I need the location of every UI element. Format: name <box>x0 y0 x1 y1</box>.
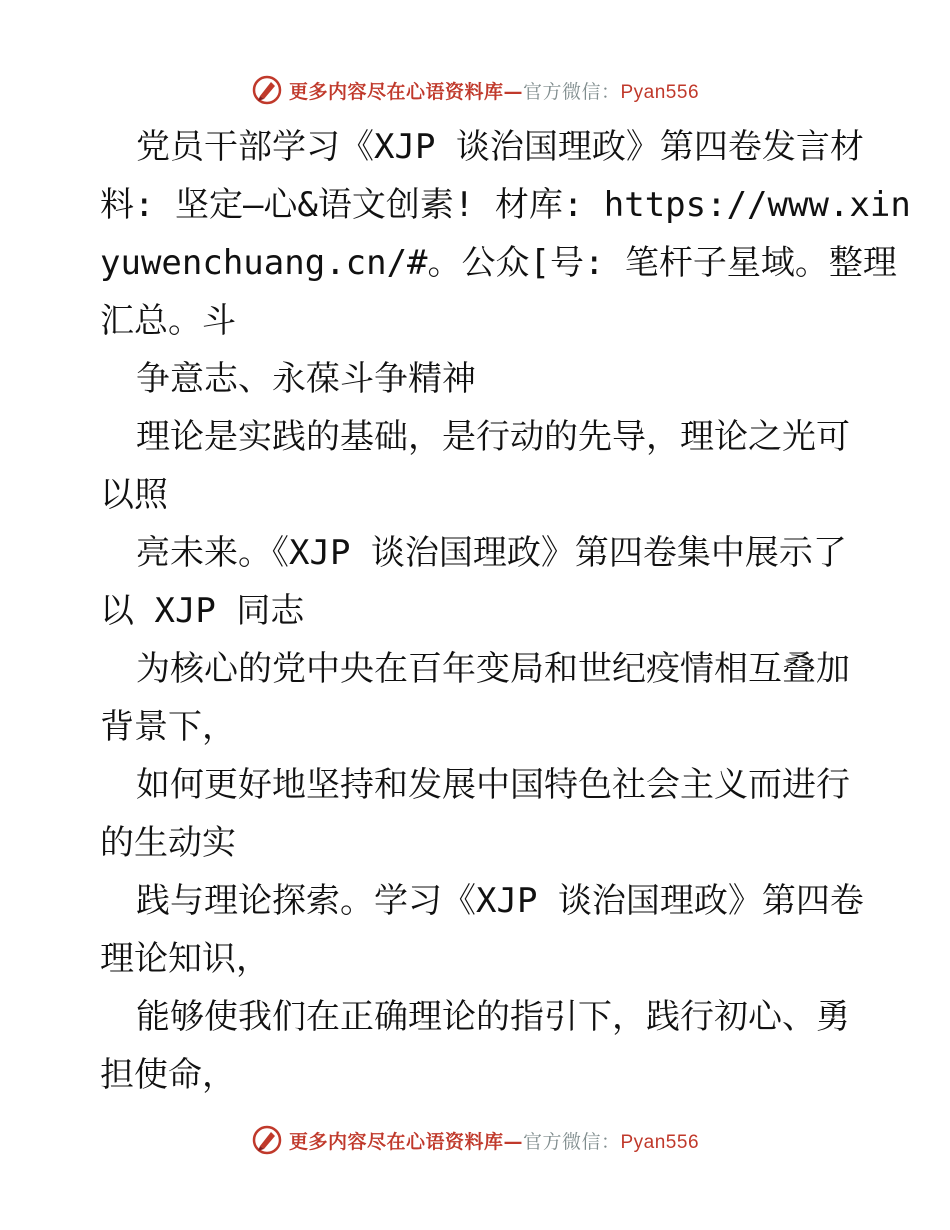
text-line: 能够使我们在正确理论的指引下，践行初心、勇 <box>136 997 850 1037</box>
header-watermark-banner <box>0 70 950 110</box>
text-line: 理论知识， <box>100 939 270 979</box>
text-line: 践与理论探索。学习《XJP 谈治国理政》第四卷 <box>136 881 864 921</box>
watermark-dash: — <box>503 80 523 103</box>
text-line: 亮未来。《XJP 谈治国理政》第四卷集中展示了 <box>136 533 847 573</box>
pen-logo-icon <box>251 74 283 106</box>
text-line: 争意志、永葆斗争精神 <box>136 359 476 399</box>
watermark-wechat-label: 官方微信： <box>522 1130 621 1153</box>
text-line: 担使命， <box>100 1055 236 1095</box>
text-line: 料: 坚定—心&语文创素! 材库: https://www.xin <box>100 185 911 225</box>
text-line: 汇总。斗 <box>100 301 236 341</box>
text-line: 如何更好地坚持和发展中国特色社会主义而进行 <box>136 765 850 805</box>
pen-logo-icon <box>251 1124 283 1156</box>
watermark-text <box>289 77 699 104</box>
watermark-site: 更多内容尽在心语资料库 <box>288 80 504 103</box>
watermark-wechat-label: 官方微信： <box>522 80 621 103</box>
footer-watermark-banner <box>0 1120 950 1160</box>
text-line: 理论是实践的基础，是行动的先导，理论之光可 <box>136 417 850 457</box>
watermark-text <box>289 1127 699 1154</box>
text-line: 的生动实 <box>100 823 236 863</box>
text-line: 背景下， <box>100 707 236 747</box>
text-line: 党员干部学习《XJP 谈治国理政》第四卷发言材 <box>136 127 864 167</box>
text-line: 以照 <box>100 475 168 515</box>
watermark-wechat-id: Pyan556 <box>620 1131 700 1153</box>
text-line: yuwenchuang.cn/#。公众[号: 笔杆子星域。整理 <box>100 243 897 283</box>
watermark-dash: — <box>503 1130 523 1153</box>
text-line: 为核心的党中央在百年变局和世纪疫情相互叠加 <box>136 649 850 689</box>
document-body <box>100 118 911 1104</box>
watermark-site: 更多内容尽在心语资料库 <box>288 1130 504 1153</box>
watermark-wechat-id: Pyan556 <box>620 81 700 103</box>
text-line: 以 XJP 同志 <box>100 591 305 631</box>
